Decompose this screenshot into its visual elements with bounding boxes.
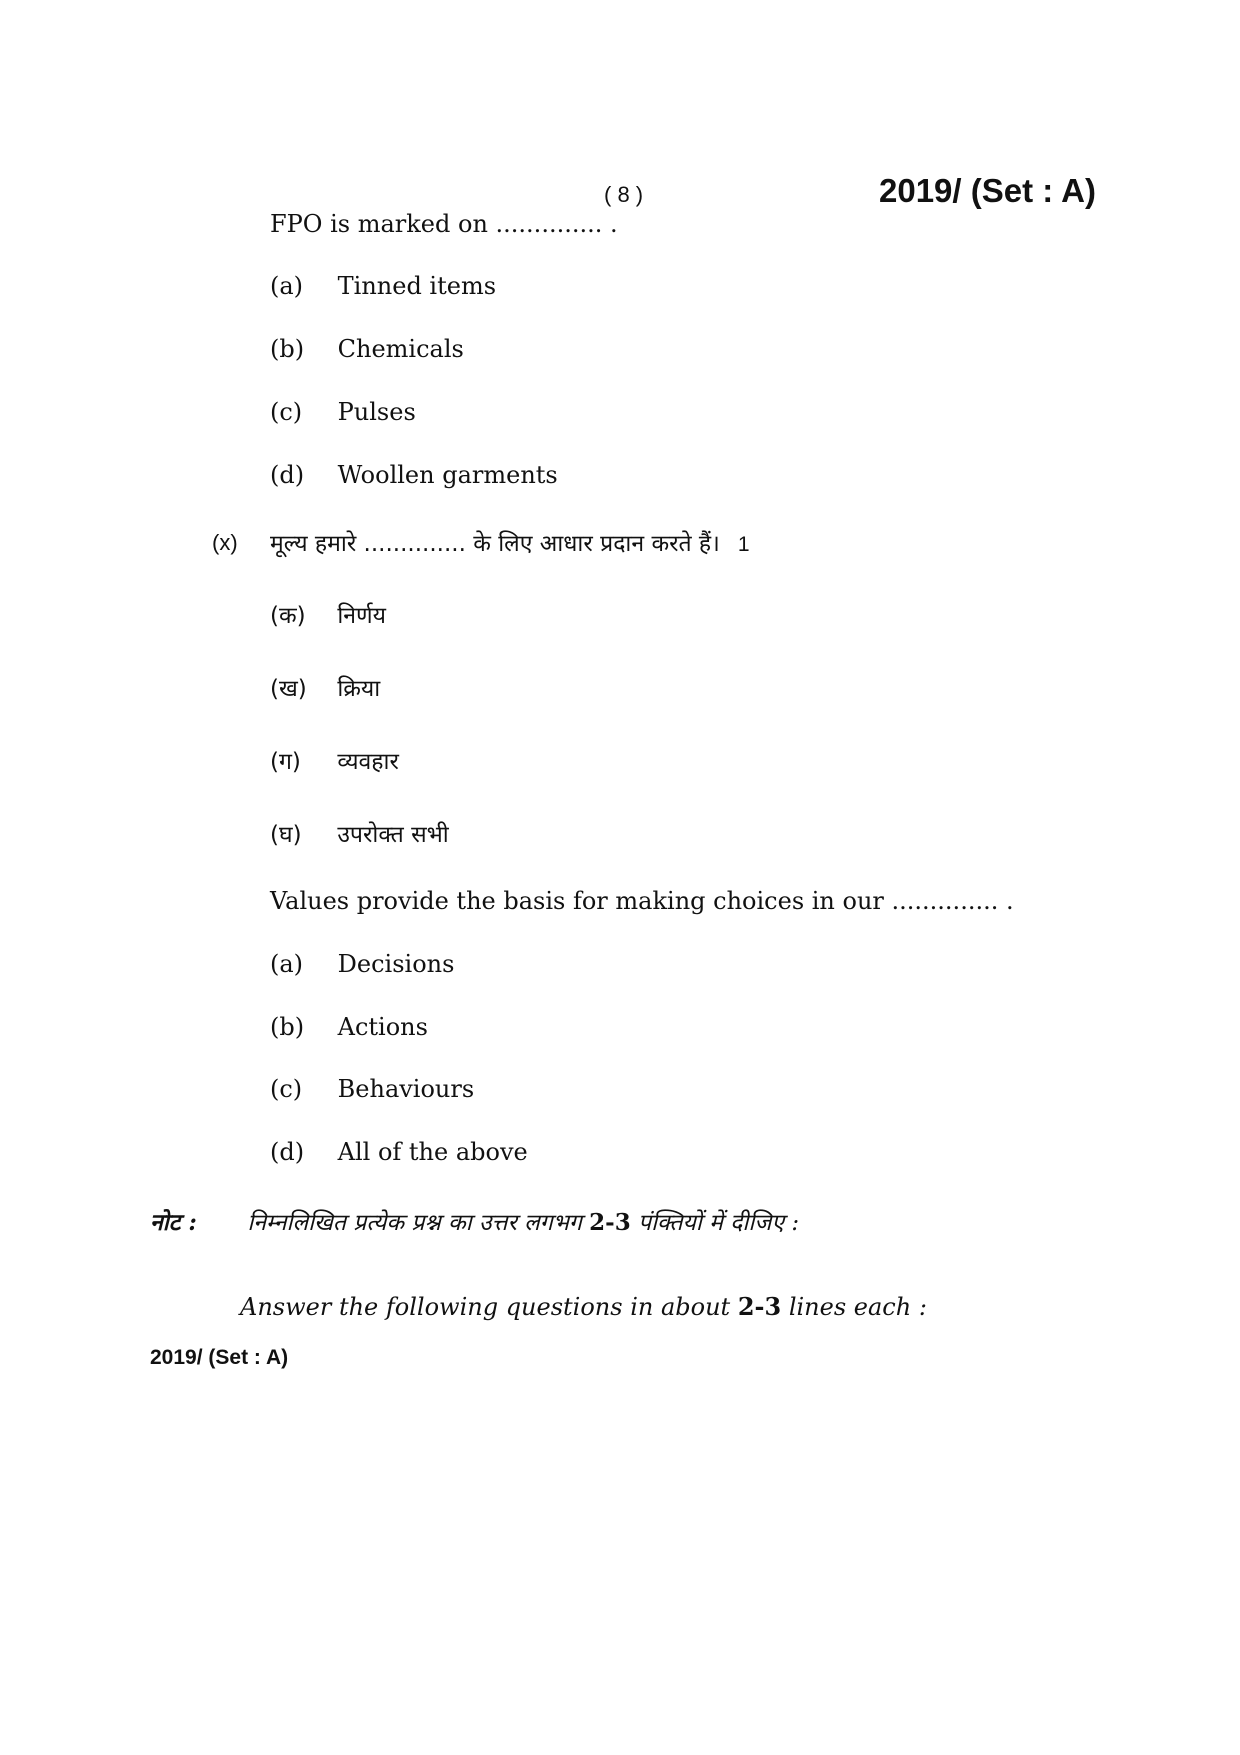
option-text: उपरोक्त सभी xyxy=(337,822,449,848)
option-text: Behaviours xyxy=(337,1075,475,1103)
option-label: (ग) xyxy=(270,749,301,775)
option-item xyxy=(270,671,380,703)
option-label: (क) xyxy=(270,603,306,629)
instruction-text-after: lines each : xyxy=(788,1293,927,1321)
option-text: Pulses xyxy=(337,398,416,426)
note-text-before: निम्नलिखित प्रत्येक प्रश्न का उत्तर लगभग xyxy=(247,1210,582,1236)
option-item xyxy=(270,1013,428,1041)
paper-code-footer: 2019/ (Set : A) xyxy=(150,1346,289,1369)
page-number: ( 8 ) xyxy=(604,182,644,207)
option-item xyxy=(270,950,454,978)
section-note xyxy=(150,1205,799,1237)
note-number: 2-3 xyxy=(589,1209,631,1236)
paper-code-header: 2019/ (Set : A) xyxy=(878,172,1096,209)
question-number: (x) xyxy=(212,530,238,555)
option-text: Decisions xyxy=(337,950,455,978)
option-item xyxy=(270,817,449,849)
note-label: नोट : xyxy=(150,1209,197,1236)
option-text: Woollen garments xyxy=(337,461,558,489)
question-stem-hindi xyxy=(270,526,750,558)
option-item xyxy=(270,598,386,630)
instruction-text-before: Answer the following questions in about xyxy=(240,1293,731,1321)
option-label: (a) xyxy=(270,272,304,300)
option-label: (d) xyxy=(270,461,305,489)
option-label: (घ) xyxy=(270,822,302,848)
option-text: Tinned items xyxy=(337,272,497,300)
option-label: (d) xyxy=(270,1138,305,1166)
option-item xyxy=(270,398,416,426)
option-item xyxy=(270,744,399,776)
option-label: (a) xyxy=(270,950,304,978)
answer-instruction xyxy=(240,1292,927,1321)
instruction-number: 2-3 xyxy=(737,1292,782,1321)
option-item xyxy=(270,335,464,363)
option-item xyxy=(270,1138,528,1166)
stem-text: मूल्य हमारे .............. के लिए आधार प्रदान करते हैं। xyxy=(270,531,720,557)
option-label: (b) xyxy=(270,1013,305,1041)
question-stem: Values provide the basis for making choices in our .............. . xyxy=(270,887,1014,915)
option-item xyxy=(270,272,496,300)
option-text: Actions xyxy=(337,1013,428,1041)
option-text: क्रिया xyxy=(337,676,381,702)
option-text: All of the above xyxy=(337,1138,528,1166)
option-label: (ख) xyxy=(270,676,307,702)
option-label: (c) xyxy=(270,398,303,426)
option-text: निर्णय xyxy=(337,603,387,629)
option-text: व्यवहार xyxy=(337,749,399,775)
note-text-after: पंक्तियों में दीजिए : xyxy=(638,1210,800,1236)
question-stem: FPO is marked on .............. . xyxy=(270,210,618,238)
option-item xyxy=(270,461,558,489)
option-label: (b) xyxy=(270,335,305,363)
option-label: (c) xyxy=(270,1075,303,1103)
marks: 1 xyxy=(737,533,750,556)
option-text: Chemicals xyxy=(337,335,464,363)
option-item xyxy=(270,1075,474,1103)
